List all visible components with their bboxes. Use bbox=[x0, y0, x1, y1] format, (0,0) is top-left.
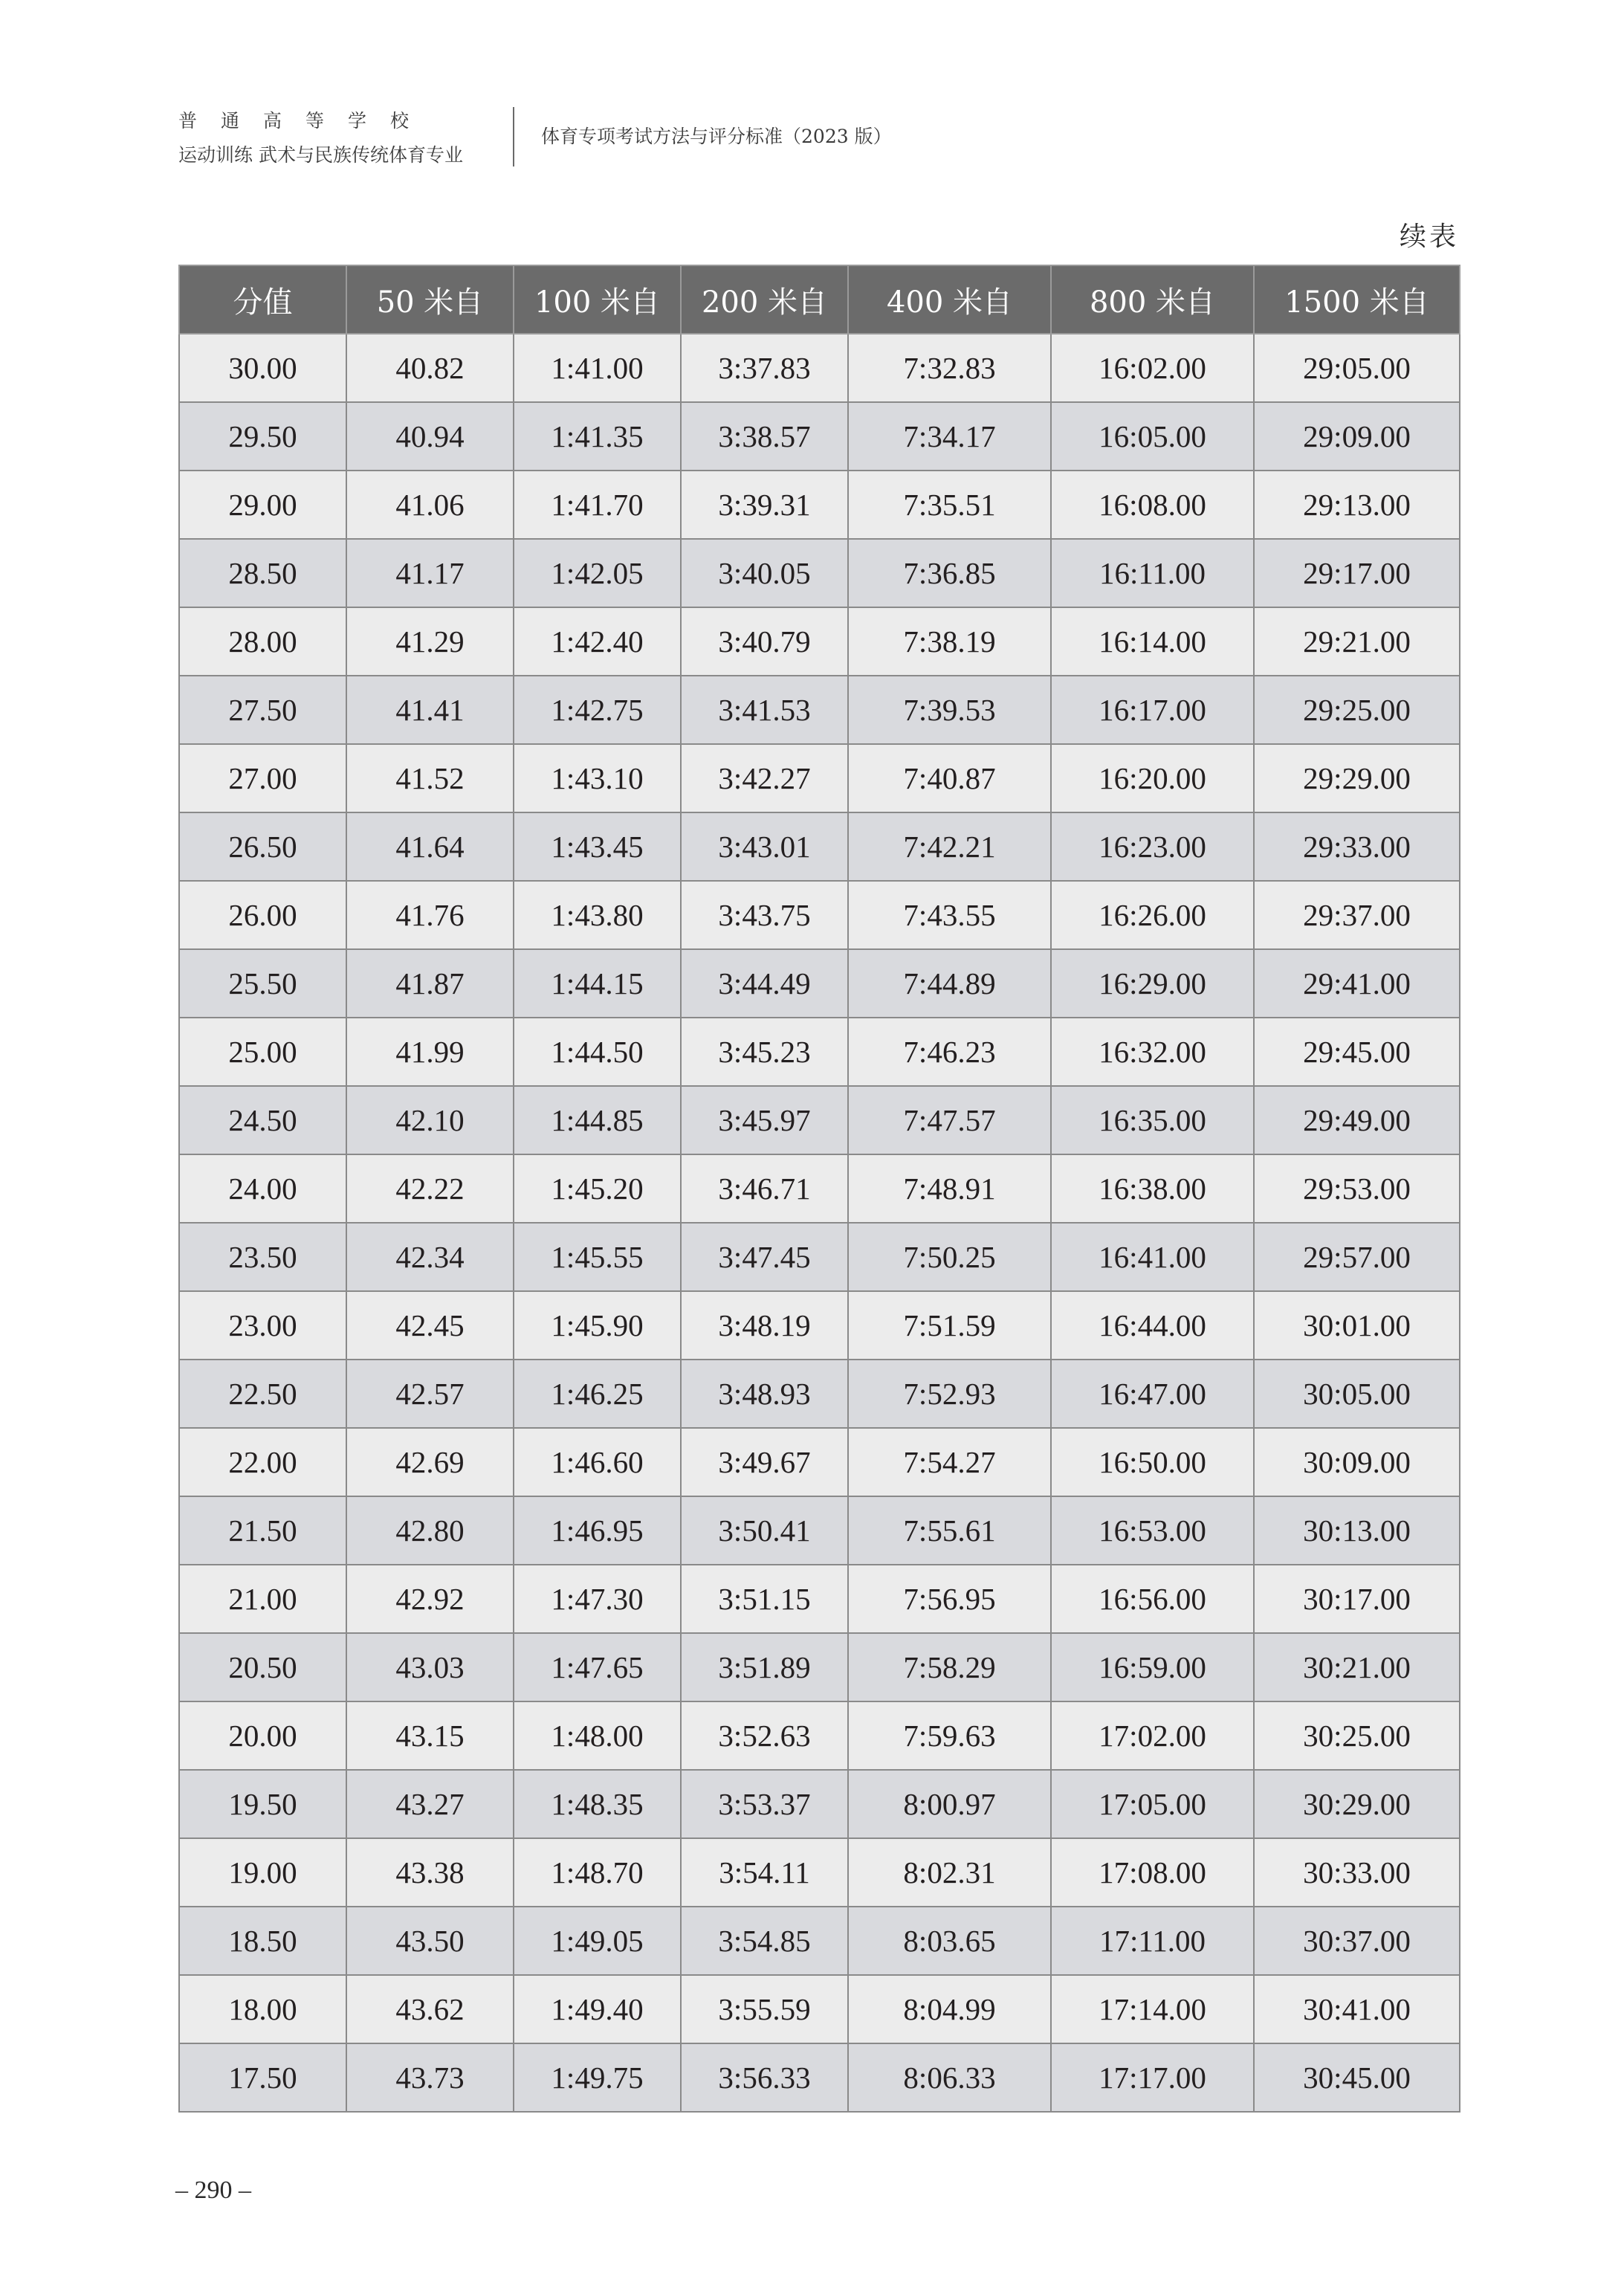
table-cell: 3:43.01 bbox=[681, 812, 848, 881]
column-header: 100 米自 bbox=[514, 265, 681, 334]
table-cell: 41.06 bbox=[346, 471, 514, 539]
table-cell: 3:46.71 bbox=[681, 1154, 848, 1223]
table-cell: 42.10 bbox=[346, 1086, 514, 1154]
table-cell: 7:34.17 bbox=[848, 402, 1051, 471]
table-cell: 41.41 bbox=[346, 676, 514, 744]
table-cell: 1:43.80 bbox=[514, 881, 681, 949]
table-cell: 29:57.00 bbox=[1254, 1223, 1460, 1291]
table-row bbox=[179, 1633, 1460, 1701]
table-row bbox=[179, 1565, 1460, 1633]
table-cell: 29:41.00 bbox=[1254, 949, 1460, 1018]
table-cell: 7:59.63 bbox=[848, 1701, 1051, 1770]
table-cell: 29.50 bbox=[179, 402, 346, 471]
table-cell: 24.50 bbox=[179, 1086, 346, 1154]
table-cell: 42.45 bbox=[346, 1291, 514, 1360]
table-row bbox=[179, 1360, 1460, 1428]
table-cell: 1:42.75 bbox=[514, 676, 681, 744]
table-cell: 29:05.00 bbox=[1254, 334, 1460, 402]
table-cell: 16:14.00 bbox=[1051, 607, 1254, 676]
table-cell: 16:38.00 bbox=[1051, 1154, 1254, 1223]
table-cell: 7:56.95 bbox=[848, 1565, 1051, 1633]
series-title-line2: 运动训练 武术与民族传统体育专业 bbox=[178, 144, 463, 166]
table-cell: 17:17.00 bbox=[1051, 2043, 1254, 2112]
table-cell: 17:05.00 bbox=[1051, 1770, 1254, 1838]
table-cell: 7:42.21 bbox=[848, 812, 1051, 881]
table-row bbox=[179, 676, 1460, 744]
table-row bbox=[179, 881, 1460, 949]
table-cell: 1:43.45 bbox=[514, 812, 681, 881]
table-cell: 1:45.90 bbox=[514, 1291, 681, 1360]
table-cell: 30.00 bbox=[179, 334, 346, 402]
table-cell: 21.50 bbox=[179, 1496, 346, 1565]
table-cell: 42.80 bbox=[346, 1496, 514, 1565]
table-cell: 29:17.00 bbox=[1254, 539, 1460, 607]
table-cell: 27.00 bbox=[179, 744, 346, 812]
continuation-label: 续表 bbox=[1399, 222, 1459, 252]
table-cell: 7:40.87 bbox=[848, 744, 1051, 812]
table-cell: 7:43.55 bbox=[848, 881, 1051, 949]
table-cell: 3:41.53 bbox=[681, 676, 848, 744]
table-cell: 30:09.00 bbox=[1254, 1428, 1460, 1496]
table-row bbox=[179, 1154, 1460, 1223]
table-cell: 1:49.75 bbox=[514, 2043, 681, 2112]
table-cell: 43.15 bbox=[346, 1701, 514, 1770]
table-cell: 16:35.00 bbox=[1051, 1086, 1254, 1154]
table-cell: 30:17.00 bbox=[1254, 1565, 1460, 1633]
header-divider bbox=[513, 107, 514, 167]
book-title: 体育专项考试方法与评分标准（2023 版） bbox=[541, 126, 892, 147]
table-cell: 7:48.91 bbox=[848, 1154, 1051, 1223]
table-cell: 7:46.23 bbox=[848, 1018, 1051, 1086]
table-cell: 29:13.00 bbox=[1254, 471, 1460, 539]
table-cell: 26.00 bbox=[179, 881, 346, 949]
table-cell: 3:45.97 bbox=[681, 1086, 848, 1154]
table-cell: 16:56.00 bbox=[1051, 1565, 1254, 1633]
table-cell: 30:45.00 bbox=[1254, 2043, 1460, 2112]
table-header-row bbox=[179, 265, 1460, 334]
table-row bbox=[179, 1223, 1460, 1291]
table-cell: 7:54.27 bbox=[848, 1428, 1051, 1496]
column-header: 50 米自 bbox=[346, 265, 514, 334]
table-cell: 20.50 bbox=[179, 1633, 346, 1701]
table-cell: 30:29.00 bbox=[1254, 1770, 1460, 1838]
table-cell: 1:44.85 bbox=[514, 1086, 681, 1154]
table-cell: 8:03.65 bbox=[848, 1907, 1051, 1975]
table-cell: 43.62 bbox=[346, 1975, 514, 2043]
table-cell: 42.57 bbox=[346, 1360, 514, 1428]
table-cell: 16:26.00 bbox=[1051, 881, 1254, 949]
table-cell: 3:45.23 bbox=[681, 1018, 848, 1086]
table-cell: 7:35.51 bbox=[848, 471, 1051, 539]
table-row bbox=[179, 334, 1460, 402]
table-row bbox=[179, 1907, 1460, 1975]
table-cell: 18.00 bbox=[179, 1975, 346, 2043]
table-cell: 20.00 bbox=[179, 1701, 346, 1770]
table-row bbox=[179, 949, 1460, 1018]
table-cell: 23.00 bbox=[179, 1291, 346, 1360]
table-cell: 43.27 bbox=[346, 1770, 514, 1838]
table-cell: 19.50 bbox=[179, 1770, 346, 1838]
table-cell: 16:20.00 bbox=[1051, 744, 1254, 812]
table-cell: 43.38 bbox=[346, 1838, 514, 1907]
table-cell: 30:25.00 bbox=[1254, 1701, 1460, 1770]
table-cell: 26.50 bbox=[179, 812, 346, 881]
table-cell: 16:23.00 bbox=[1051, 812, 1254, 881]
table-cell: 27.50 bbox=[179, 676, 346, 744]
table-cell: 1:47.65 bbox=[514, 1633, 681, 1701]
table-cell: 1:49.05 bbox=[514, 1907, 681, 1975]
table-cell: 16:17.00 bbox=[1051, 676, 1254, 744]
table-cell: 30:21.00 bbox=[1254, 1633, 1460, 1701]
table-cell: 30:41.00 bbox=[1254, 1975, 1460, 2043]
table-cell: 3:37.83 bbox=[681, 334, 848, 402]
table-cell: 17.50 bbox=[179, 2043, 346, 2112]
table-cell: 29:53.00 bbox=[1254, 1154, 1460, 1223]
page-number: – 290 – bbox=[175, 2176, 251, 2204]
column-header: 分值 bbox=[179, 265, 346, 334]
table-cell: 1:41.35 bbox=[514, 402, 681, 471]
table-cell: 16:47.00 bbox=[1051, 1360, 1254, 1428]
table-body bbox=[179, 334, 1460, 2112]
table-cell: 1:45.55 bbox=[514, 1223, 681, 1291]
table-cell: 28.00 bbox=[179, 607, 346, 676]
table-cell: 29:29.00 bbox=[1254, 744, 1460, 812]
table-cell: 29:45.00 bbox=[1254, 1018, 1460, 1086]
table-row bbox=[179, 1701, 1460, 1770]
table-cell: 3:54.11 bbox=[681, 1838, 848, 1907]
table-row bbox=[179, 1770, 1460, 1838]
table-row bbox=[179, 1496, 1460, 1565]
table-cell: 43.50 bbox=[346, 1907, 514, 1975]
table-cell: 16:50.00 bbox=[1051, 1428, 1254, 1496]
table-row bbox=[179, 607, 1460, 676]
table-cell: 17:02.00 bbox=[1051, 1701, 1254, 1770]
table-row bbox=[179, 1018, 1460, 1086]
table-cell: 25.50 bbox=[179, 949, 346, 1018]
table-cell: 29:09.00 bbox=[1254, 402, 1460, 471]
table-cell: 41.29 bbox=[346, 607, 514, 676]
table-cell: 1:41.00 bbox=[514, 334, 681, 402]
table-cell: 1:46.25 bbox=[514, 1360, 681, 1428]
table-cell: 3:54.85 bbox=[681, 1907, 848, 1975]
table-cell: 1:49.40 bbox=[514, 1975, 681, 2043]
table-cell: 29:25.00 bbox=[1254, 676, 1460, 744]
table-cell: 3:48.93 bbox=[681, 1360, 848, 1428]
table-cell: 3:44.49 bbox=[681, 949, 848, 1018]
table-cell: 3:38.57 bbox=[681, 402, 848, 471]
table-cell: 7:51.59 bbox=[848, 1291, 1051, 1360]
series-title-line1: 普通高等学校 bbox=[178, 110, 433, 132]
table-cell: 29:49.00 bbox=[1254, 1086, 1460, 1154]
table-cell: 7:58.29 bbox=[848, 1633, 1051, 1701]
table-cell: 3:40.79 bbox=[681, 607, 848, 676]
table-cell: 3:39.31 bbox=[681, 471, 848, 539]
table-cell: 7:52.93 bbox=[848, 1360, 1051, 1428]
table-cell: 24.00 bbox=[179, 1154, 346, 1223]
table-cell: 18.50 bbox=[179, 1907, 346, 1975]
table-cell: 43.03 bbox=[346, 1633, 514, 1701]
table-cell: 16:32.00 bbox=[1051, 1018, 1254, 1086]
table-cell: 30:13.00 bbox=[1254, 1496, 1460, 1565]
table-cell: 3:51.15 bbox=[681, 1565, 848, 1633]
table-cell: 16:08.00 bbox=[1051, 471, 1254, 539]
table-cell: 7:50.25 bbox=[848, 1223, 1051, 1291]
table-row bbox=[179, 1975, 1460, 2043]
table-cell: 29.00 bbox=[179, 471, 346, 539]
table-cell: 7:55.61 bbox=[848, 1496, 1051, 1565]
table-cell: 1:43.10 bbox=[514, 744, 681, 812]
table-cell: 25.00 bbox=[179, 1018, 346, 1086]
table-row bbox=[179, 744, 1460, 812]
table-cell: 42.22 bbox=[346, 1154, 514, 1223]
table-row bbox=[179, 1291, 1460, 1360]
table-cell: 22.00 bbox=[179, 1428, 346, 1496]
table-row bbox=[179, 471, 1460, 539]
table-cell: 17:11.00 bbox=[1051, 1907, 1254, 1975]
table-cell: 3:40.05 bbox=[681, 539, 848, 607]
table-cell: 29:33.00 bbox=[1254, 812, 1460, 881]
table-cell: 3:50.41 bbox=[681, 1496, 848, 1565]
table-cell: 19.00 bbox=[179, 1838, 346, 1907]
table-cell: 8:02.31 bbox=[848, 1838, 1051, 1907]
table-cell: 3:43.75 bbox=[681, 881, 848, 949]
table-cell: 42.92 bbox=[346, 1565, 514, 1633]
table-cell: 16:02.00 bbox=[1051, 334, 1254, 402]
table-cell: 41.76 bbox=[346, 881, 514, 949]
table-cell: 16:53.00 bbox=[1051, 1496, 1254, 1565]
table-cell: 1:42.05 bbox=[514, 539, 681, 607]
table-cell: 40.82 bbox=[346, 334, 514, 402]
table-cell: 3:51.89 bbox=[681, 1633, 848, 1701]
column-header: 1500 米自 bbox=[1254, 265, 1460, 334]
table-cell: 30:37.00 bbox=[1254, 1907, 1460, 1975]
table-cell: 3:52.63 bbox=[681, 1701, 848, 1770]
table-row bbox=[179, 1086, 1460, 1154]
table-cell: 7:39.53 bbox=[848, 676, 1051, 744]
table-cell: 41.64 bbox=[346, 812, 514, 881]
series-title bbox=[178, 104, 491, 172]
table-cell: 3:49.67 bbox=[681, 1428, 848, 1496]
table-cell: 21.00 bbox=[179, 1565, 346, 1633]
table-cell: 1:47.30 bbox=[514, 1565, 681, 1633]
table-cell: 7:44.89 bbox=[848, 949, 1051, 1018]
table-cell: 8:04.99 bbox=[848, 1975, 1051, 2043]
table-cell: 28.50 bbox=[179, 539, 346, 607]
table-row bbox=[179, 2043, 1460, 2112]
table-cell: 1:48.00 bbox=[514, 1701, 681, 1770]
table-cell: 8:00.97 bbox=[848, 1770, 1051, 1838]
table-row bbox=[179, 1838, 1460, 1907]
table-cell: 41.99 bbox=[346, 1018, 514, 1086]
table-cell: 17:14.00 bbox=[1051, 1975, 1254, 2043]
scoring-table bbox=[178, 265, 1460, 2113]
table-row bbox=[179, 812, 1460, 881]
table-cell: 1:42.40 bbox=[514, 607, 681, 676]
table-cell: 29:37.00 bbox=[1254, 881, 1460, 949]
table-cell: 7:32.83 bbox=[848, 334, 1051, 402]
column-header: 200 米自 bbox=[681, 265, 848, 334]
table-cell: 16:59.00 bbox=[1051, 1633, 1254, 1701]
table-cell: 43.73 bbox=[346, 2043, 514, 2112]
table-cell: 29:21.00 bbox=[1254, 607, 1460, 676]
table-cell: 16:05.00 bbox=[1051, 402, 1254, 471]
table-cell: 30:01.00 bbox=[1254, 1291, 1460, 1360]
table-cell: 3:48.19 bbox=[681, 1291, 848, 1360]
table-cell: 30:05.00 bbox=[1254, 1360, 1460, 1428]
table-cell: 1:46.60 bbox=[514, 1428, 681, 1496]
table-cell: 7:36.85 bbox=[848, 539, 1051, 607]
table-cell: 17:08.00 bbox=[1051, 1838, 1254, 1907]
table-cell: 1:45.20 bbox=[514, 1154, 681, 1223]
table-cell: 41.52 bbox=[346, 744, 514, 812]
table-cell: 16:11.00 bbox=[1051, 539, 1254, 607]
table-cell: 42.34 bbox=[346, 1223, 514, 1291]
table-cell: 16:44.00 bbox=[1051, 1291, 1254, 1360]
table-cell: 3:56.33 bbox=[681, 2043, 848, 2112]
table-cell: 3:53.37 bbox=[681, 1770, 848, 1838]
table-cell: 3:42.27 bbox=[681, 744, 848, 812]
table-cell: 8:06.33 bbox=[848, 2043, 1051, 2112]
table-cell: 7:38.19 bbox=[848, 607, 1051, 676]
table-cell: 1:41.70 bbox=[514, 471, 681, 539]
column-header: 800 米自 bbox=[1051, 265, 1254, 334]
table-cell: 16:41.00 bbox=[1051, 1223, 1254, 1291]
table-cell: 3:47.45 bbox=[681, 1223, 848, 1291]
table-cell: 3:55.59 bbox=[681, 1975, 848, 2043]
table-cell: 40.94 bbox=[346, 402, 514, 471]
column-header: 400 米自 bbox=[848, 265, 1051, 334]
table-cell: 1:48.70 bbox=[514, 1838, 681, 1907]
table-row bbox=[179, 539, 1460, 607]
table-cell: 30:33.00 bbox=[1254, 1838, 1460, 1907]
table-cell: 23.50 bbox=[179, 1223, 346, 1291]
table-cell: 41.17 bbox=[346, 539, 514, 607]
table-cell: 1:46.95 bbox=[514, 1496, 681, 1565]
table-row bbox=[179, 402, 1460, 471]
table-row bbox=[179, 1428, 1460, 1496]
table-cell: 16:29.00 bbox=[1051, 949, 1254, 1018]
table-cell: 1:44.50 bbox=[514, 1018, 681, 1086]
table-cell: 1:44.15 bbox=[514, 949, 681, 1018]
table-cell: 1:48.35 bbox=[514, 1770, 681, 1838]
table-cell: 7:47.57 bbox=[848, 1086, 1051, 1154]
table-cell: 42.69 bbox=[346, 1428, 514, 1496]
table-cell: 22.50 bbox=[179, 1360, 346, 1428]
table-cell: 41.87 bbox=[346, 949, 514, 1018]
